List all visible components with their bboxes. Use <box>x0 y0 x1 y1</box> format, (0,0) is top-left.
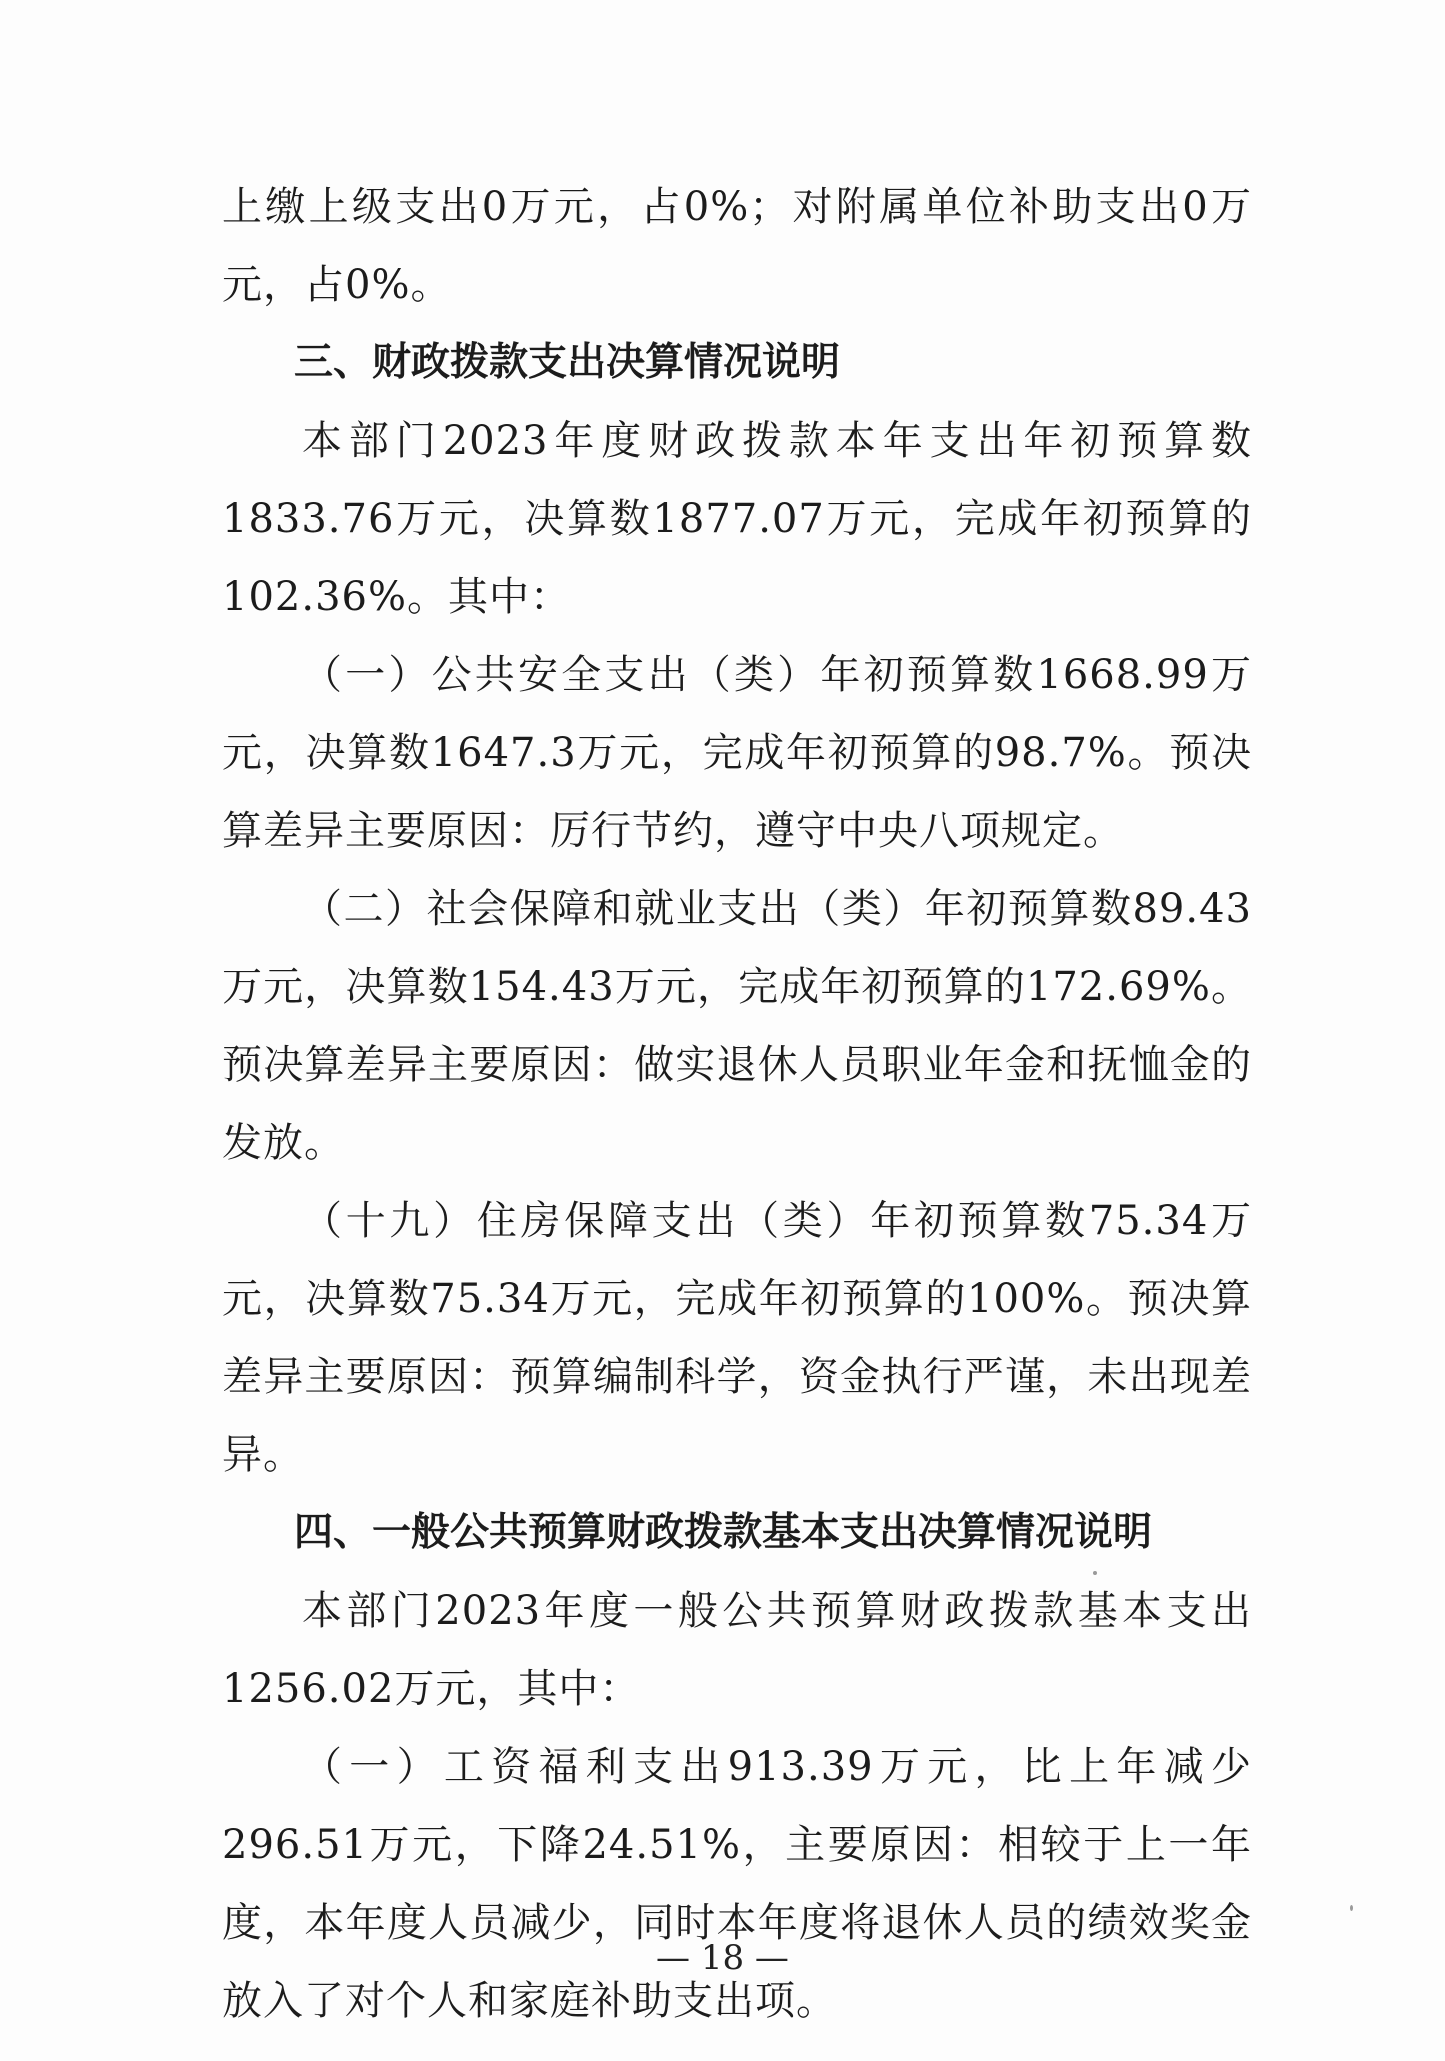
paragraph-public-security: （一）公共安全支出（类）年初预算数1668.99万元，决算数1647.3万元，完成年初预算的98.7%。预决算差异主要原因：厉行节约，遵守中央八项规定。 <box>222 652 1252 854</box>
scan-speck <box>1093 1571 1097 1575</box>
document-body <box>222 168 1252 2040</box>
paragraph-housing: （十九）住房保障支出（类）年初预算数75.34万元，决算数75.34万元，完成年初预算的100%。预决算差异主要原因：预算编制科学，资金执行严谨，未出现差异。 <box>222 1198 1252 1478</box>
paragraph-social-security: （二）社会保障和就业支出（类）年初预算数89.43万元，决算数154.43万元，完成年初预算的172.69%。预决算差异主要原因：做实退休人员职业年金和抚恤金的发放。 <box>222 886 1252 1166</box>
page-number: — 18 — <box>656 1938 789 1978</box>
paragraph-continuation: 上缴上级支出0万元，占0%；对附属单位补助支出0万元，占0%。 <box>222 184 1252 308</box>
section-heading-3: 三、财政拨款支出决算情况说明 <box>294 340 841 385</box>
scan-speck <box>1350 1905 1353 1911</box>
paragraph-basic-expenditure: 本部门2023年度一般公共预算财政拨款基本支出1256.02万元，其中： <box>222 1588 1252 1712</box>
paragraph-salary-welfare: （一）工资福利支出913.39万元，比上年减少296.51万元，下降24.51%，主要原因：相较于上一年度，本年度人员减少，同时本年度将退休人员的绩效奖金放入了对个人和家庭补助支出项。 <box>222 1744 1252 2024</box>
paragraph-fiscal-summary: 本部门2023年度财政拨款本年支出年初预算数1833.76万元，决算数1877.07万元，完成年初预算的102.36%。其中： <box>222 418 1252 620</box>
section-heading-4: 四、一般公共预算财政拨款基本支出决算情况说明 <box>294 1510 1153 1555</box>
